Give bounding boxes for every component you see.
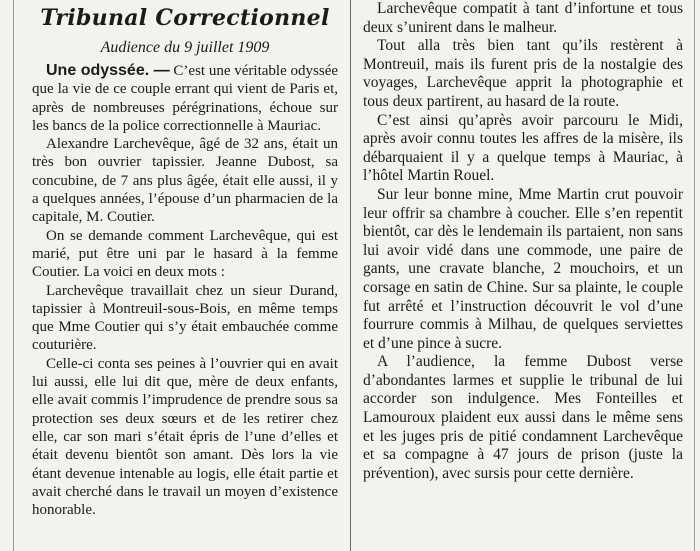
hearing-date: Audience du 9 juillet 1909: [100, 39, 270, 56]
right-column: [363, 0, 683, 551]
paragraph-left-5: Celle-ci conta ses peines à l’ouvrier qui en avait lui aussi, elle lui dit que, mère de deux enfants, elle avait commis l’imprudence de prendre sous sa protection ses deux sœurs et de les retirer chez elle, car son mari s’était épris de l’une d’elles et était devenu bientôt son amant. Dès lors la vie étant devenue intenable au logis, elle était partie et avait cherché dans le travail un moyen d’existence honorable.: [32, 355, 338, 519]
lead-title: Une odyssée. —: [46, 62, 170, 79]
paragraph-right-2: Tout alla très bien tant qu’ils restèrent à Montreuil, mais ils furent pris de la nostalgie des voyages, Larchevêque apprit la photographie et tous deux partirent, au hasard de la route.: [363, 37, 683, 110]
paragraph-intro: [32, 62, 338, 135]
article-heading: Tribunal Correctionnel: [40, 5, 330, 31]
left-column: [32, 0, 338, 551]
paragraph-right-4: Sur leur bonne mine, Mme Martin crut pouvoir leur offrir sa chambre à coucher. Elle s’en repentit bientôt, car dès le lendemain ils partaient, non sans lui avoir vidé dans une commode, une paire de gants, une cravate blanche, 2 mouchoirs, et un corsage en satin de Chine. Sur sa plainte, le couple fut arrêté et l’instruction découvrit le vol d’une fourrure commis à Milhau, de quelques serviettes et d’une pince à sucre.: [363, 185, 683, 352]
column-divider: [350, 0, 351, 551]
paragraph-left-4: Larchevêque travaillait chez un sieur Durand, tapissier à Montreuil-sous-Bois, en même temps que Mme Coutier qui s’y était embauchée comme couturière.: [32, 282, 338, 354]
left-edge-rule: [13, 0, 14, 551]
right-edge-rule: [694, 0, 695, 551]
paragraph-left-3: On se demande comment Larchevêque, qui est marié, put être uni par le hasard à la femme Coutier. La voici en deux mots :: [32, 227, 338, 281]
paragraph-intro-text: C’est une véritable odyssée que la vie de ce couple errant qui vient de Paris et, après de nombreuses pérégrinations, échoue sur les bancs de la police correctionnelle à Mauriac.: [32, 63, 338, 134]
paragraph-right-5: A l’audience, la femme Dubost verse d’abondantes larmes et supplie le tribunal de lui accorder son indulgence. Mes Fonteilles et Lamouroux plaident eux aussi dans le même sens et les juges pris de pitié condamnent Larchevêque et sa compagne à 47 jours de prison (juste la prévention), avec sursis pour cette dernière.: [363, 353, 683, 482]
paragraph-right-3: C’est ainsi qu’après avoir parcouru le Midi, après avoir connu toutes les affres de la misère, ils débarquaient il y a quelque temps à Mauriac, à l’hôtel Martin Rouel.: [363, 111, 683, 185]
paragraph-right-1: Larchevêque compatit à tant d’infortune et tous deux s’unirent dans le malheur.: [363, 0, 683, 36]
paragraph-left-2: Alexandre Larchevêque, âgé de 32 ans, était un très bon ouvrier tapissier. Jeanne Dubost, sa concubine, de 7 ans plus âgée, était elle aussi, il y a quelques années, l’épouse d’un pharmacien de la capitale, M. Coutier.: [32, 136, 338, 226]
